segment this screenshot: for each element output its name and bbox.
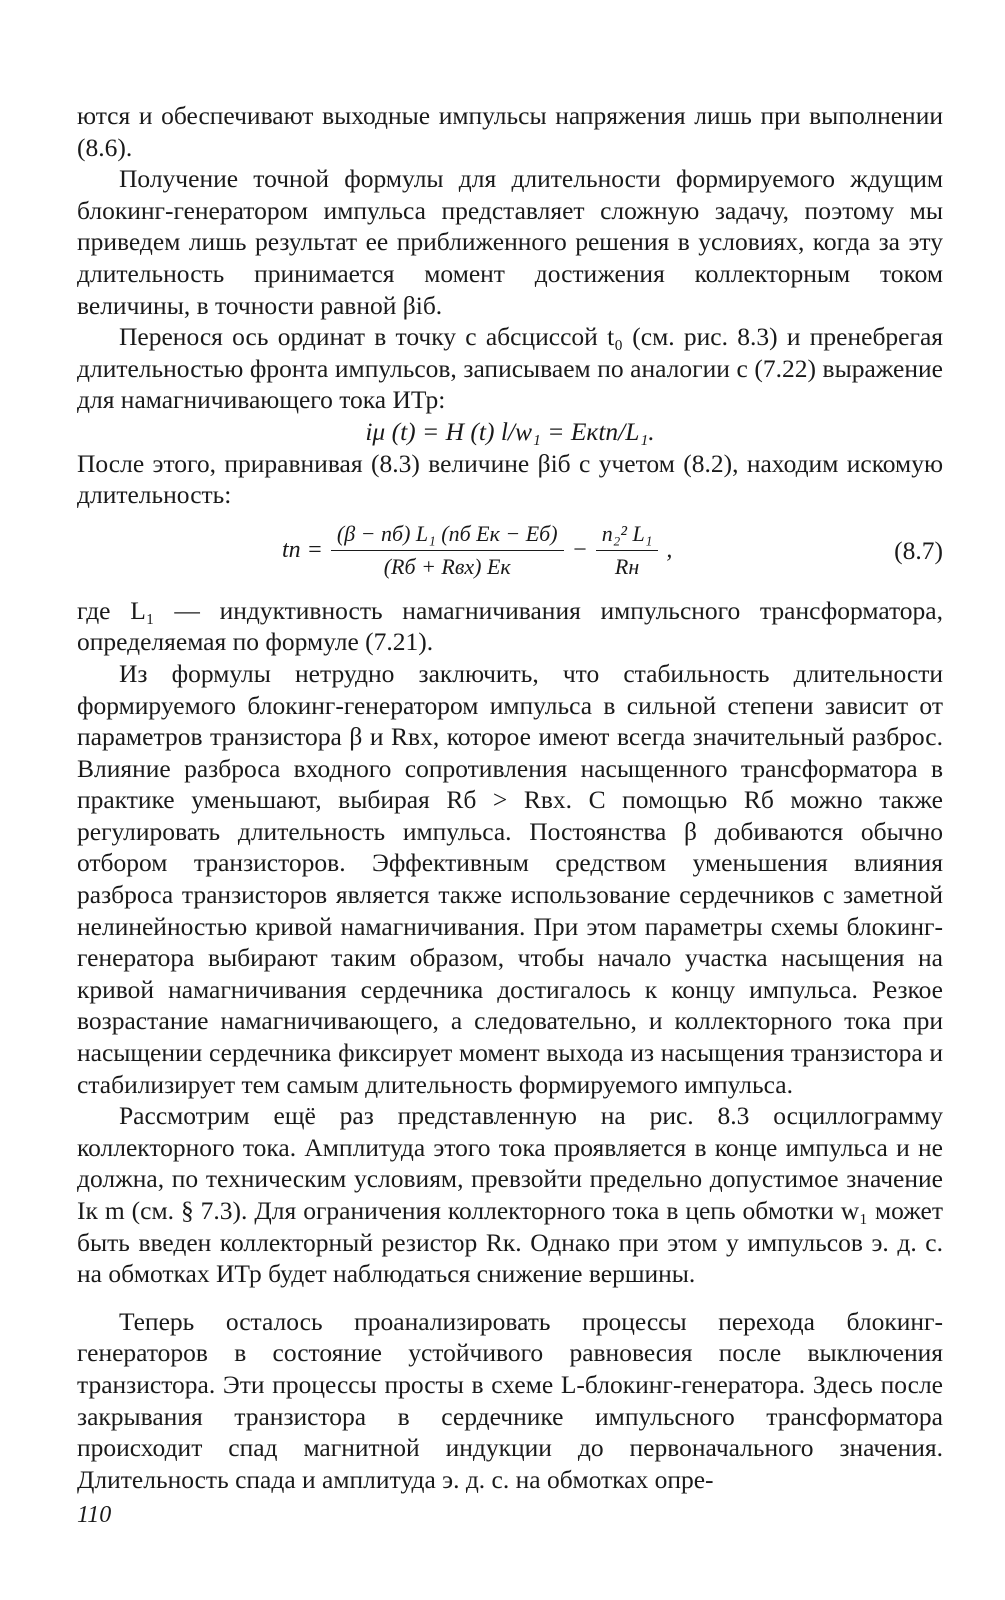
equation-minus: − — [571, 536, 588, 563]
fraction-1 — [331, 520, 564, 581]
fraction-2-denominator: Rн — [614, 554, 640, 580]
fraction-2 — [596, 520, 659, 581]
paragraph-2: Перенося ось ординат в точку с абсциссой t₀ (см. рис. 8.3) и пренебрегая длительностью фронта импульсов, записываем по аналогии с (7.22) выражение для намагничивающего тока ИТр: — [77, 322, 943, 415]
equation-tail: , — [666, 536, 673, 563]
page-number: 110 — [77, 1502, 112, 1528]
paragraph-4: где L₁ — индуктивность намагничивания импульсного трансформатора, определяемая по формуле (7.21). — [77, 595, 943, 657]
fraction-1-numerator: (β − nб) L₁ (nб Eк − Eб) — [331, 520, 564, 551]
page-body — [77, 100, 943, 1495]
equation-8-7 — [77, 515, 943, 587]
equation-body — [282, 515, 672, 587]
paragraph-1: Получение точной формулы для длительности формируемого ждущим блокинг-генератором импульса представляет сложную задачу, поэтому мы приведем лишь результат ее приближенного решения в условиях, когда за эту длительность принимается момент достижения коллекторным током величины, в точности равной βiб. — [77, 164, 943, 320]
fraction-1-denominator: (Rб + Rвх) Eк — [383, 554, 511, 580]
paragraph-6: Рассмотрим ещё раз представленную на рис. 8.3 осциллограмму коллекторного тока. Амплитуда этого тока проявляется в конце импульса и не должна, по техническим условиям, превзойти предельно допустимое значение Iк m (см. § 7.3). Для ограничения коллекторного тока в цепь обмотки w₁ может быть введен коллекторный резистор Rк. Однако при этом у импульсов э. д. с. на обмотках ИТр будет наблюдаться снижение вершины. — [77, 1101, 943, 1289]
paragraph-3: После этого, приравнивая (8.3) величине βiб с учетом (8.2), находим искомую длительность: — [77, 448, 943, 510]
equation-lhs: tп = — [282, 536, 323, 563]
paragraph-7: Теперь осталось проанализировать процессы перехода блокинг-генераторов в состояние устойчивого равновесия после выключения транзистора. Эти процессы просты в схеме L-блокинг-генератора. Здесь после закрывания транзистора в сердечнике импульсного трансформатора происходит спад магнитной индукции до первоначального значения. Длительность спада и амплитуда э. д. с. на обмотках опре- — [77, 1306, 943, 1494]
equation-number: (8.7) — [894, 535, 943, 565]
paragraph-0: ются и обеспечивают выходные импульсы напряжения лишь при выполнении (8.6). — [77, 101, 943, 162]
paragraph-5: Из формулы нетрудно заключить, что стабильность длительности формируемого блокинг-генератором импульса в сильной степени зависит от параметров транзистора β и Rвх, которое имеют всегда значительный разброс. Влияние разброса входного сопротивления насыщенного трансформатора в практике уменьшают, выбирая Rб > Rвх. С помощью Rб можно также регулировать длительность импульса. Постоянства β добиваются обычно отбором транзисторов. Эффективным средством уменьшения влияния разброса транзисторов является также использование сердечников с заметной нелинейностью кривой намагничивания. При этом параметры схемы блокинг-генератора выбирают таким образом, чтобы начало участка насыщения на кривой намагничивания сердечника достигалось к концу импульса. Резкое возрастание намагничивающего, а следовательно, и коллекторного тока при насыщении сердечника фиксирует момент выхода из насыщения транзистора и стабилизирует тем самым длительность формируемого импульса. — [77, 658, 943, 1099]
fraction-2-numerator: n₂² L₁ — [596, 520, 659, 551]
formula-magnetizing-current: iμ (t) = H (t) l/w₁ = Eкtп/L₁. — [365, 416, 655, 446]
